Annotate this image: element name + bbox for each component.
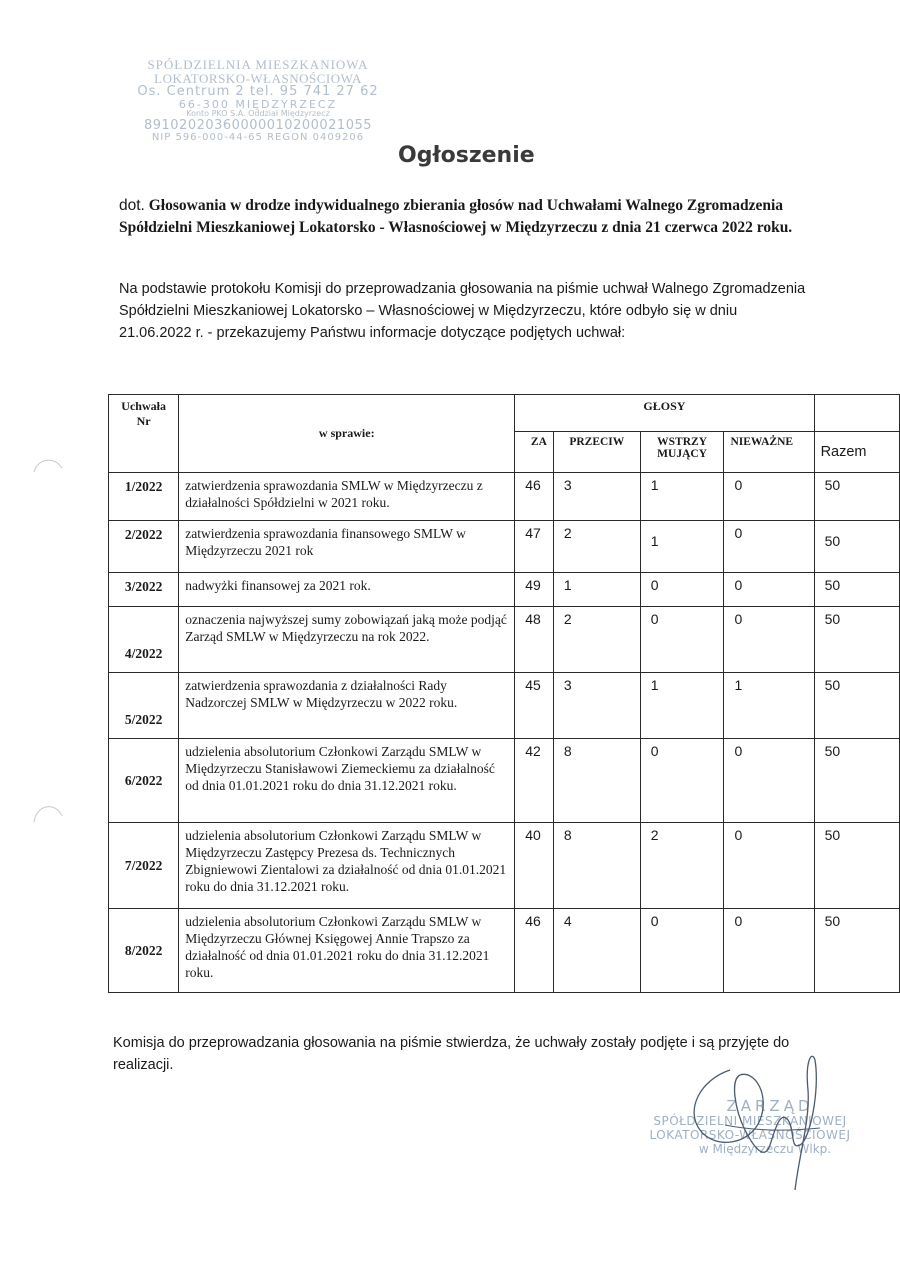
- row-total: 50: [814, 673, 899, 739]
- table-row: [109, 673, 900, 739]
- table-row: [109, 909, 900, 993]
- row-invalid: 0: [724, 739, 814, 823]
- punch-hole-mark-top: [30, 452, 66, 476]
- row-for: 45: [515, 673, 554, 739]
- stamp-line-7: NIP 596-000-44-65 REGON 0409206: [151, 131, 365, 143]
- header-invalid: NIEWAŻNE: [724, 432, 814, 473]
- row-for: 48: [515, 607, 554, 673]
- row-for: 46: [515, 909, 554, 993]
- board-stamp-line-4: w Międzyrzeczu Wlkp.: [698, 1141, 832, 1156]
- row-subject: zatwierdzenia sprawozdania z działalności Rady Nadzorczej SMLW w Międzyrzeczu w 2022 roku.: [179, 673, 515, 739]
- header-total: Razem: [814, 432, 899, 473]
- row-abstain: 1: [640, 473, 724, 521]
- row-abstain: 1: [640, 521, 724, 573]
- table-header-row: [109, 395, 900, 432]
- row-nr: 5/2022: [109, 673, 179, 739]
- row-abstain: 0: [640, 573, 724, 607]
- row-subject: udzielenia absolutorium Członkowi Zarządu SMLW w Międzyrzeczu Głównej Księgowej Annie Trapszo za działalność od dnia 01.01.2021 roku do dnia 31.12.2021 roku.: [179, 909, 515, 993]
- row-nr: 7/2022: [109, 823, 179, 909]
- header-empty-cell: [814, 395, 899, 432]
- board-stamp-line-3: LOKATORSKO-WŁASNOŚCIOWEJ: [649, 1128, 851, 1143]
- board-stamp-line-1: ZARZĄD: [726, 1097, 814, 1115]
- row-against: 2: [553, 521, 640, 573]
- row-nr: 2/2022: [109, 521, 179, 573]
- row-against: 2: [553, 607, 640, 673]
- row-for: 47: [515, 521, 554, 573]
- row-invalid: 1: [724, 673, 814, 739]
- conclusion-paragraph: Komisja do przeprowadzania głosowania na piśmie stwierdza, że uchwały zostały podjęte i są przyjęte do realizacji.: [113, 1035, 790, 1073]
- row-for: 40: [515, 823, 554, 909]
- row-subject: zatwierdzenia sprawozdania finansowego SMLW w Międzyrzeczu 2021 rok: [179, 521, 515, 573]
- row-abstain: 0: [640, 739, 724, 823]
- intro-paragraph: Na podstawie protokołu Komisji do przeprowadzania głosowania na piśmie uchwał Walnego Zgromadzenia Spółdzielni Mieszkaniowej Lokatorsko – Własnościowej w Międzyrzeczu, które odbyło się w dniu 21.06.2022 r. - przekazujemy Państwu informacje dotyczące podjętych uchwał:: [119, 281, 806, 341]
- table-row: [109, 473, 900, 521]
- company-stamp: [128, 58, 388, 143]
- stamp-line-4: 66-300 MIĘDZYRZECZ: [178, 97, 338, 111]
- row-invalid: 0: [724, 573, 814, 607]
- row-invalid: 0: [724, 607, 814, 673]
- row-nr: 3/2022: [109, 573, 179, 607]
- table-row: [109, 573, 900, 607]
- row-subject: oznaczenia najwyższej sumy zobowiązań jaką może podjąć Zarząd SMLW w Międzyrzeczu na rok 2022.: [179, 607, 515, 673]
- row-for: 49: [515, 573, 554, 607]
- row-against: 8: [553, 823, 640, 909]
- row-subject: nadwyżki finansowej za 2021 rok.: [179, 573, 515, 607]
- row-total: 50: [814, 521, 899, 573]
- stamp-line-2: LOKATORSKO-WŁASNOŚCIOWA: [154, 70, 362, 86]
- stamp-line-6: 89102020360000010200021055: [143, 117, 373, 133]
- row-total: 50: [814, 739, 899, 823]
- row-invalid: 0: [724, 521, 814, 573]
- announcement-subject: [119, 195, 809, 239]
- subject-text: Głosowania w drodze indywidualnego zbierania głosów nad Uchwałami Walnego Zgromadzenia Spółdzielni Mieszkaniowej Lokatorsko - Własnościowej w Międzyrzeczu z dnia 21 czerwca 2022 roku.: [119, 197, 793, 236]
- punch-hole-mark-bottom: [30, 796, 66, 826]
- row-for: 42: [515, 739, 554, 823]
- row-invalid: 0: [724, 823, 814, 909]
- row-against: 3: [553, 673, 640, 739]
- row-for: 46: [515, 473, 554, 521]
- row-against: 1: [553, 573, 640, 607]
- stamp-line-5: Konto PKO S.A. Oddział Międzyrzecz: [186, 109, 330, 119]
- row-total: 50: [814, 607, 899, 673]
- row-total: 50: [814, 473, 899, 521]
- row-total: 50: [814, 823, 899, 909]
- stamp-line-1: SPÓŁDZIELNIA MIESZKANIOWA: [147, 57, 369, 72]
- row-total: 50: [814, 909, 899, 993]
- board-stamp-line-2: SPÓŁDZIELNI MIESZKANIOWEJ: [653, 1114, 847, 1129]
- header-for: ZA: [515, 432, 554, 473]
- table-row: [109, 823, 900, 909]
- header-abstain: WSTRZY MUJĄCY: [640, 432, 724, 473]
- subject-prefix: dot.: [119, 197, 145, 214]
- row-invalid: 0: [724, 909, 814, 993]
- row-abstain: 1: [640, 673, 724, 739]
- page-title: Ogłoszenie: [398, 143, 535, 168]
- row-invalid: 0: [724, 473, 814, 521]
- row-abstain: 0: [640, 607, 724, 673]
- row-nr: 1/2022: [109, 473, 179, 521]
- row-subject: udzielenia absolutorium Członkowi Zarządu SMLW w Międzyrzeczu Zastępcy Prezesa ds. Technicznych Zbigniewowi Zientalowi za działalność od dnia 01.01.2021 roku do dnia 31.12.2021 roku.: [179, 823, 515, 909]
- row-nr: 4/2022: [109, 607, 179, 673]
- header-against: PRZECIW: [553, 432, 640, 473]
- header-votes: GŁOSY: [515, 395, 814, 432]
- row-against: 8: [553, 739, 640, 823]
- row-abstain: 2: [640, 823, 724, 909]
- header-subject: w sprawie:: [179, 395, 515, 473]
- row-nr: 6/2022: [109, 739, 179, 823]
- row-against: 4: [553, 909, 640, 993]
- handwritten-signature: [670, 1050, 850, 1200]
- row-against: 3: [553, 473, 640, 521]
- row-nr: 8/2022: [109, 909, 179, 993]
- row-abstain: 0: [640, 909, 724, 993]
- stamp-line-3: Os. Centrum 2 tel. 95 741 27 62: [137, 84, 379, 100]
- table-row: [109, 739, 900, 823]
- table-row: [109, 521, 900, 573]
- row-subject: udzielenia absolutorium Członkowi Zarządu SMLW w Międzyrzeczu Stanisławowi Ziemeckiemu za działalność od dnia 01.01.2021 roku do dnia 31.12.2021 roku.: [179, 739, 515, 823]
- header-resolution-nr: Uchwała Nr: [109, 395, 179, 473]
- resolutions-table: [108, 394, 900, 993]
- row-subject: zatwierdzenia sprawozdania SMLW w Międzyrzeczu z działalności Spółdzielni w 2021 roku.: [179, 473, 515, 521]
- table-row: [109, 607, 900, 673]
- row-total: 50: [814, 573, 899, 607]
